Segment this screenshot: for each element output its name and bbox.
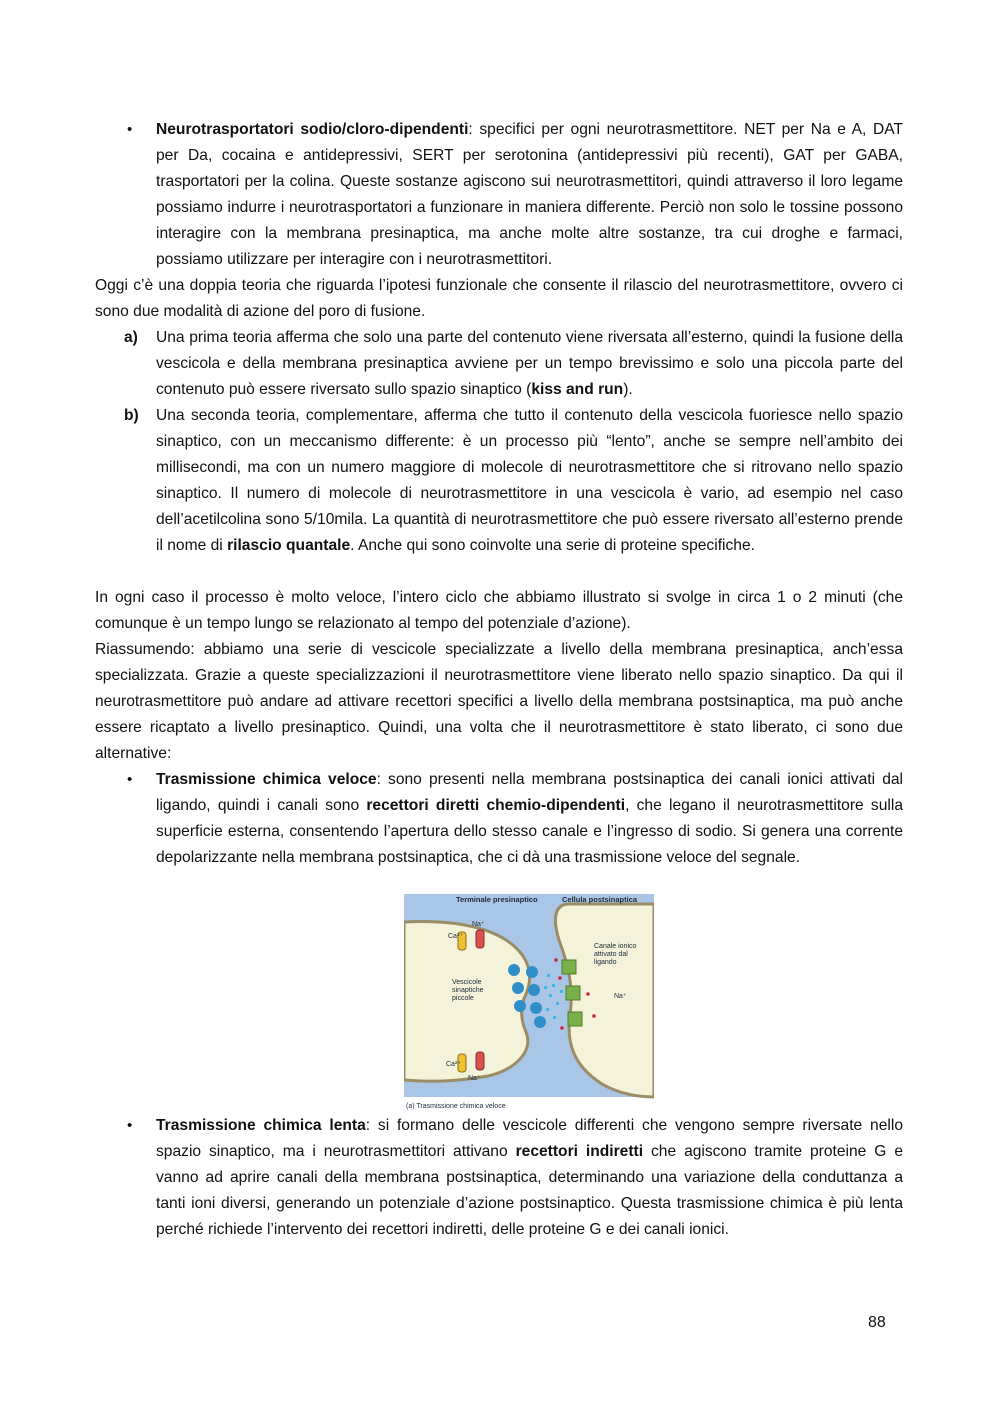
- term-indirect-receptors: recettori indiretti: [515, 1143, 644, 1160]
- sodium-channel: [476, 1052, 484, 1070]
- label-postsynaptic: Cellula postsinaptica: [562, 895, 638, 904]
- transmitter: [547, 974, 550, 977]
- vesicle: [526, 966, 538, 978]
- paragraph-fusion-theory: [95, 273, 903, 325]
- vesicle: [530, 1002, 542, 1014]
- term-slow-transmission: Trasmissione chimica lenta: [156, 1117, 366, 1134]
- paragraph-summary: [95, 637, 903, 767]
- vesicle: [528, 984, 540, 996]
- item-b-after: . Anche qui sono coinvolte una serie di proteine specifiche.: [350, 537, 755, 554]
- list-marker-b: b): [124, 407, 139, 424]
- label-channel-3: ligando: [594, 959, 617, 966]
- fast-text-2: , che legano il neurotrasmettitore sulla superficie esterna, consentendo l’apertura dello stesso canale e l’ingresso di sodio. Si genera una corrente depolarizzante nella membrana postsinaptica, che ci dà una trasmissione veloce del segnale.: [156, 797, 903, 866]
- bullet-neurotransporters: [127, 117, 903, 273]
- receptor-channel: [562, 960, 576, 974]
- term-neurotransporters: Neurotrasportatori sodio/cloro-dipendenti: [156, 121, 469, 138]
- item-a-after: ).: [623, 381, 633, 398]
- sodium-channel: [476, 930, 484, 948]
- item-b-text: Una seconda teoria, complementare, afferma che tutto il contenuto della vescicola fuoriesce nello spazio sinaptico, con un meccanismo differente: è un processo più “lento”, anche se sempre nell’ambito dei millisecondi, ma con un numero maggiore di molecole di neurotrasmettitore che si ritrovano nello spazio sinaptico. Il numero di molecole di neurotrasmettitore in una vescicola è vario, ad esempio nel caso dell’acetilcolina sono 5/10mila. La quantità di neurotrasmettitore che può essere riversato all’esterno prende il nome di: [156, 407, 903, 554]
- bullet-slow-transmission: [127, 1113, 903, 1243]
- term-fast-transmission: Trasmissione chimica veloce: [156, 771, 377, 788]
- text-neurotransporters: : specifici per ogni neurotrasmettitore. NET per Na e A, DAT per Da, cocaina e antidepressivi, SERT per serotonina (antidepressivi più recenti), GAT per GABA, trasportatori per la colina. Queste sostanze agiscono sui neurotrasmettitori, quindi attraverso il loro legame possiamo indurre i neurotrasportatori a funzionare in maniera differente. Perciò non solo le tossine possono interagire con la membrana presinaptica, ma anche molte altre sostanze, tra cui droghe e farmaci, possiamo utilizzare per interagire con i neurotrasmettitori.: [156, 121, 903, 268]
- slow-text-2: che agiscono tramite proteine G e vanno ad aprire canali della membrana postsinaptica, determinando una variazione della conduttanza a tanti ioni diversi, generando un potenziale d’azione postsinaptico. Questa trasmissione chimica è più lenta perché richiede l’intervento dei recettori indiretti, delle proteine G e dei canali ionici.: [156, 1143, 903, 1238]
- ion: [554, 958, 558, 962]
- label-vesicles-2: sinaptiche: [452, 987, 484, 994]
- transmitter: [553, 1016, 556, 1019]
- list-marker-a: a): [124, 329, 138, 346]
- transmitter: [552, 984, 555, 987]
- vesicle: [508, 964, 520, 976]
- vesicle: [534, 1016, 546, 1028]
- fast-text-1: : sono presenti nella membrana postsinaptica dei canali ionici attivati dal ligando, quindi i canali sono: [156, 771, 903, 814]
- term-direct-receptors: recettori diretti chemio-dipendenti: [366, 797, 626, 814]
- slow-text-1: : si formano delle vescicole differenti che vengono sempre riversate nello spazio sinaptico, ma i neurotrasmettitori attivano: [156, 1117, 903, 1160]
- ion: [592, 1014, 596, 1018]
- synapse-figure: [404, 894, 654, 1110]
- page-number: 88: [868, 1314, 886, 1331]
- transmitter: [556, 1002, 559, 1005]
- ion: [560, 1026, 564, 1030]
- vesicle: [514, 1000, 526, 1012]
- label-na-post: Na⁺: [614, 993, 627, 1000]
- item-a-text: Una prima teoria afferma che solo una parte del contenuto viene riversata all’esterno, quindi la fusione della vescicola e della membrana presinaptica avviene per un tempo brevissimo e solo una piccola parte del contenuto può essere riversato sullo spazio sinaptico (: [156, 329, 903, 398]
- transmitter: [549, 994, 552, 997]
- label-na-bottom: Na⁺: [468, 1075, 481, 1082]
- bullet-marker: •: [127, 771, 133, 788]
- label-ca-top: Ca²⁺: [448, 933, 463, 940]
- ion: [586, 992, 590, 996]
- figure-caption: (a) Trasmissione chimica veloce: [406, 1103, 506, 1110]
- bullet-marker: •: [127, 121, 133, 138]
- vesicle: [512, 982, 524, 994]
- paragraph-text: Riassumendo: abbiamo una serie di vescicole specializzate a livello della membrana presinaptica, anch’essa specializzata. Grazie a queste specializzazioni il neurotrasmettitore viene liberato nello spazio sinaptico. Da qui il neurotrasmettitore può andare ad attivare recettori specifici a livello della membrana postsinaptica, ma può anche essere ricaptato a livello presinaptico. Quindi, una volta che il neurotrasmettitore è stato liberato, ci sono due alternative:: [95, 641, 903, 762]
- term-rilascio-quantale: rilascio quantale: [227, 537, 351, 554]
- fast-transmission-diagram: [404, 894, 654, 1110]
- label-na-top: Na⁺: [472, 921, 485, 928]
- term-kiss-and-run: kiss and run: [531, 381, 624, 398]
- label-ca-bottom: Ca²⁺: [446, 1061, 461, 1068]
- label-vesicles-3: piccole: [452, 995, 474, 1002]
- paragraph-text: In ogni caso il processo è molto veloce, l’intero ciclo che abbiamo illustrato si svolge in circa 1 o 2 minuti (che comunque è un tempo lungo se relazionato al tempo del potenziale d’azione).: [95, 589, 903, 632]
- paragraph-text: Oggi c’è una doppia teoria che riguarda l’ipotesi funzionale che consente il rilascio del neurotrasmettitore, ovvero ci sono due modalità di azione del poro di fusione.: [95, 277, 903, 320]
- label-channel-2: attivato dal: [594, 951, 628, 958]
- bullet-fast-transmission: [127, 767, 903, 871]
- paragraph-process-speed: [95, 585, 903, 637]
- bullet-marker: •: [127, 1117, 133, 1134]
- receptor-channel: [568, 1012, 582, 1026]
- transmitter: [546, 1008, 549, 1011]
- receptor-channel: [566, 986, 580, 1000]
- label-channel-1: Canale ionico: [594, 943, 637, 950]
- list-item-a: [124, 325, 903, 403]
- label-vesicles-1: Vescicole: [452, 979, 482, 986]
- list-item-b: [124, 403, 903, 559]
- label-presynaptic: Terminale presinaptico: [456, 895, 538, 904]
- ion: [558, 976, 562, 980]
- transmitter: [544, 986, 547, 989]
- transmitter: [560, 990, 563, 993]
